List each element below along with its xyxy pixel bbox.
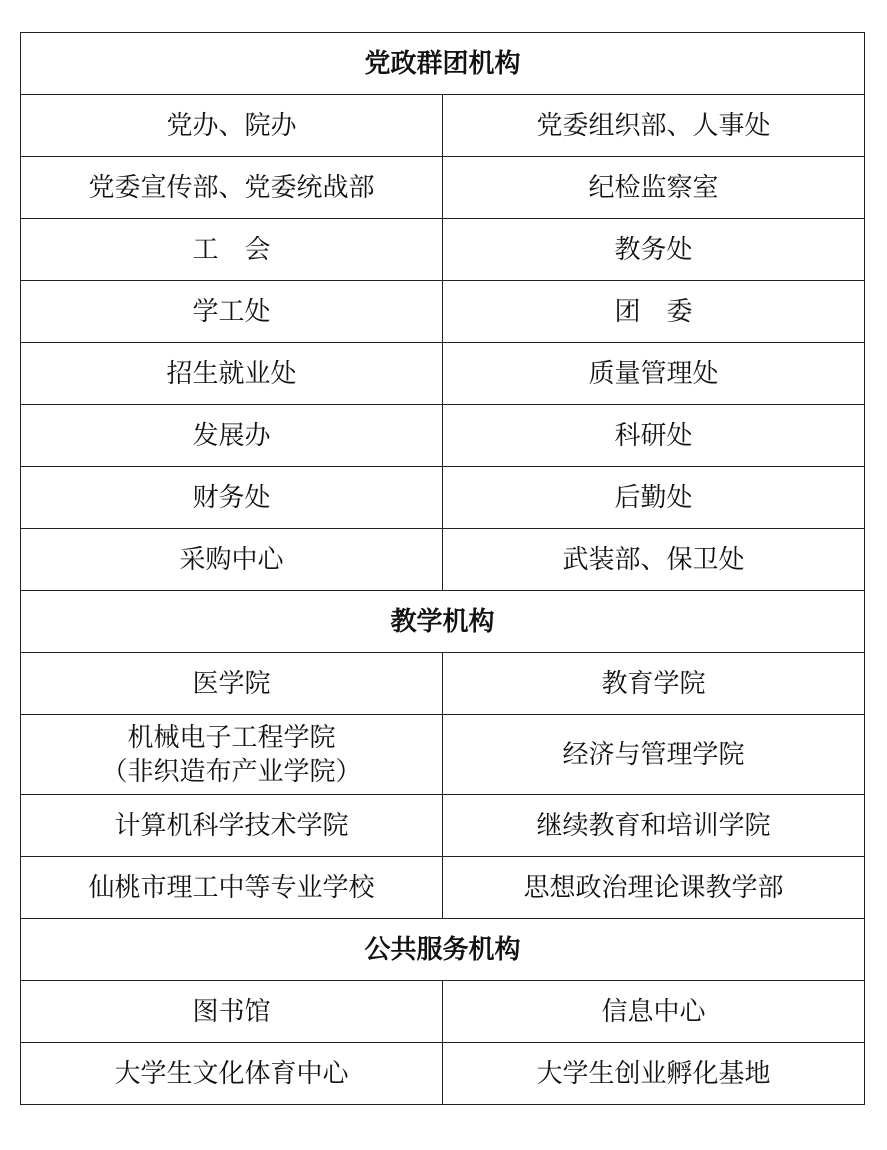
table-row (21, 281, 865, 343)
table-cell: 党委组织部、人事处 (443, 95, 865, 157)
section-header-row (21, 919, 865, 981)
table-cell: 招生就业处 (21, 343, 443, 405)
table-cell: 党办、院办 (21, 95, 443, 157)
table-cell: 大学生创业孵化基地 (443, 1043, 865, 1105)
section-title: 党政群团机构 (21, 33, 865, 95)
organization-table (20, 32, 865, 1105)
table-row (21, 219, 865, 281)
table-row (21, 653, 865, 715)
table-cell: 财务处 (21, 467, 443, 529)
table-cell: 团 委 (443, 281, 865, 343)
table-cell: 图书馆 (21, 981, 443, 1043)
cell-subtitle: （非织造布产业学院） (101, 756, 362, 787)
table-cell: 武装部、保卫处 (443, 529, 865, 591)
table-row (21, 1043, 865, 1105)
table-row (21, 529, 865, 591)
table-row (21, 857, 865, 919)
table-cell: 教务处 (443, 219, 865, 281)
table-row (21, 405, 865, 467)
cell-line: 机械电子工程学院 (127, 722, 336, 753)
table-cell: 学工处 (21, 281, 443, 343)
table-cell: 后勤处 (443, 467, 865, 529)
table-row (21, 467, 865, 529)
table-cell: 发展办 (21, 405, 443, 467)
section-header-row (21, 591, 865, 653)
table-cell: 计算机科学技术学院 (21, 795, 443, 857)
table-cell: 质量管理处 (443, 343, 865, 405)
table-row (21, 795, 865, 857)
table-cell: 大学生文化体育中心 (21, 1043, 443, 1105)
section-title: 公共服务机构 (21, 919, 865, 981)
section-header-row (21, 33, 865, 95)
table-cell: 仙桃市理工中等专业学校 (21, 857, 443, 919)
table-row (21, 715, 865, 795)
table-cell: 科研处 (443, 405, 865, 467)
table-cell: 信息中心 (443, 981, 865, 1043)
table-cell: 纪检监察室 (443, 157, 865, 219)
table-row (21, 343, 865, 405)
table-cell: 教育学院 (443, 653, 865, 715)
table-cell (21, 715, 443, 795)
table-cell: 继续教育和培训学院 (443, 795, 865, 857)
section-title: 教学机构 (21, 591, 865, 653)
table-cell: 医学院 (21, 653, 443, 715)
table-row (21, 157, 865, 219)
table-cell: 工 会 (21, 219, 443, 281)
table-cell: 思想政治理论课教学部 (443, 857, 865, 919)
table-cell: 经济与管理学院 (443, 715, 865, 795)
table-cell: 党委宣传部、党委统战部 (21, 157, 443, 219)
table-row (21, 95, 865, 157)
table-row (21, 981, 865, 1043)
table-cell: 采购中心 (21, 529, 443, 591)
